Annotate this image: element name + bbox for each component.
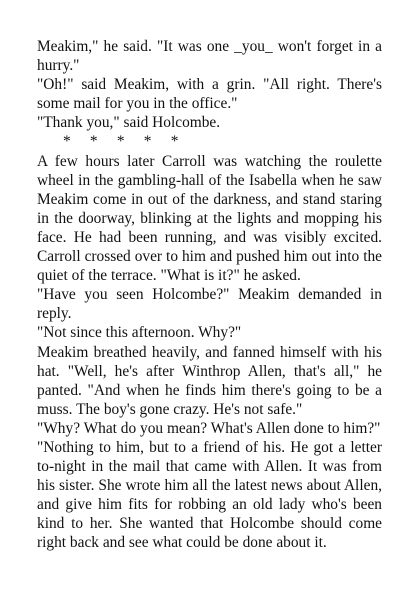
paragraph-7: Meakim breathed heavily, and fanned himself with his hat. "Well, he's after Winthrop Allen, that's all," he panted. "And when he finds him there's going to be a muss. The boy's gone crazy. He's not safe."	[37, 343, 382, 418]
paragraph-5: "Have you seen Holcombe?" Meakim demanded in reply.	[37, 286, 382, 323]
paragraph-9: "Nothing to him, but to a friend of his. He got a letter to-night in the mail that came with Allen. It was from his sister. She wrote him all the latest news about Allen, and give him fits for robbing an old lady who's been kind to her. She wanted that Holcombe should come right back and see what could be done about it.	[37, 438, 382, 552]
section-separator: * * * * *	[63, 133, 179, 151]
paragraph-4: A few hours later Carroll was watching the roulette wheel in the gambling-hall of the Isabella when he saw Meakim come in out of the darkness, and stand staring in the doorway, blinking at the lights and mopping his face. He had been running, and was visibly excited. Carroll crossed over to him and pushed him out into the quiet of the terrace. "What is it?" he asked.	[37, 152, 382, 285]
book-page	[37, 37, 382, 553]
paragraph-6: "Not since this afternoon. Why?"	[37, 324, 242, 342]
paragraph-8: "Why? What do you mean? What's Allen done to him?"	[37, 419, 381, 437]
paragraph-1: Meakim," he said. "It was one _you_ won't forget in a hurry."	[37, 38, 382, 75]
paragraph-2: "Oh!" said Meakim, with a grin. "All right. There's some mail for you in the office."	[37, 76, 382, 113]
paragraph-3: "Thank you," said Holcombe.	[37, 114, 221, 132]
